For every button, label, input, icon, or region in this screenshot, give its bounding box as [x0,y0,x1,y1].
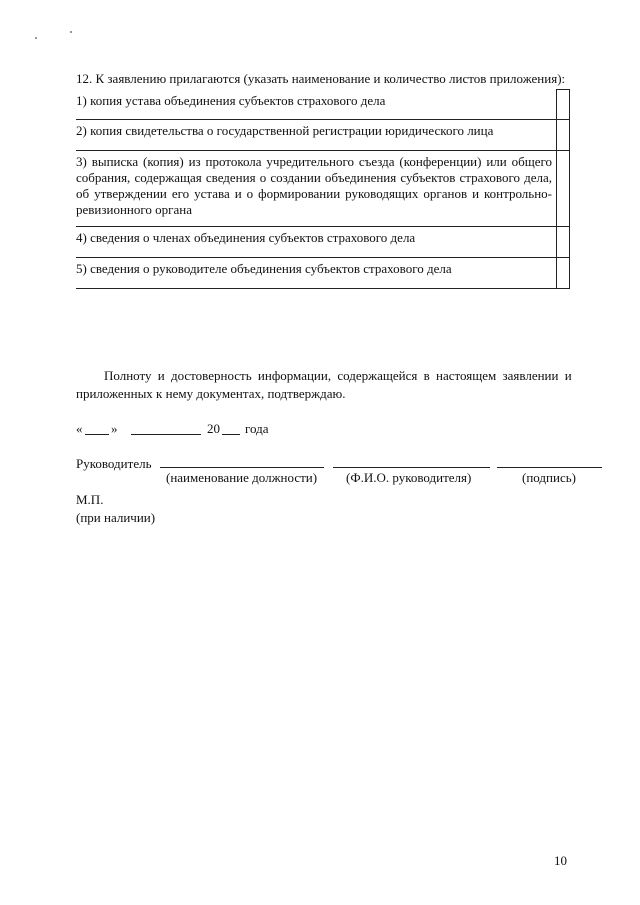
date-day-blank [85,434,109,435]
attachment-item-3: 3) выписка (копия) из протокола учредительного съезда (конференции) или общего собрания, содержащая сведения о создании объединения субъектов страхового дела, об утверждении его устава и о формировании руководящих органов и контрольно-ревизионного органа [76,154,552,217]
signature-blank [497,467,602,468]
date-year-prefix: 20 [207,421,220,436]
attachment-item-1: 1) копия устава объединения субъектов страхового дела [76,93,386,108]
confirmation-line-1: Полноту и достоверность информации, содержащейся в настоящем заявлении и [104,368,572,383]
attachment-item-4: 4) сведения о членах объединения субъектов страхового дела [76,230,416,245]
section-12-heading: 12. К заявлению прилагаются (указать наименование и количество листов приложения): [76,71,566,86]
head-label: Руководитель [76,456,152,471]
position-caption: (наименование должности) [166,470,318,485]
signature-caption: (подпись) [522,470,576,485]
date-open-quote: « [76,421,83,436]
date-close-quote: » [111,421,118,436]
confirmation-line-2: приложенных к нему документах, подтверждаю. [76,386,346,401]
page-number: 10 [554,853,567,868]
date-year-blank [222,434,240,435]
attachment-item-4-underline [76,257,569,258]
scan-speck [35,37,37,39]
date-year-suffix: года [245,421,269,436]
attachment-item-2-underline [76,150,569,151]
attachment-item-5: 5) сведения о руководителе объединения субъектов страхового дела [76,261,452,276]
attachment-item-3-underline [76,226,569,227]
name-caption: (Ф.И.О. руководителя) [346,470,472,485]
attachment-item-2: 2) копия свидетельства о государственной регистрации юридического лица [76,123,494,138]
attachment-item-5-underline [76,288,569,289]
stamp-if-available: (при наличии) [76,510,156,525]
sheet-count-column-right-border [569,89,570,289]
stamp-label: М.П. [76,492,104,507]
position-blank [160,467,324,468]
date-month-blank [131,434,201,435]
sheet-count-column-top-border [556,89,569,90]
attachment-item-1-underline [76,119,569,120]
scan-speck [70,31,72,33]
name-blank [333,467,490,468]
